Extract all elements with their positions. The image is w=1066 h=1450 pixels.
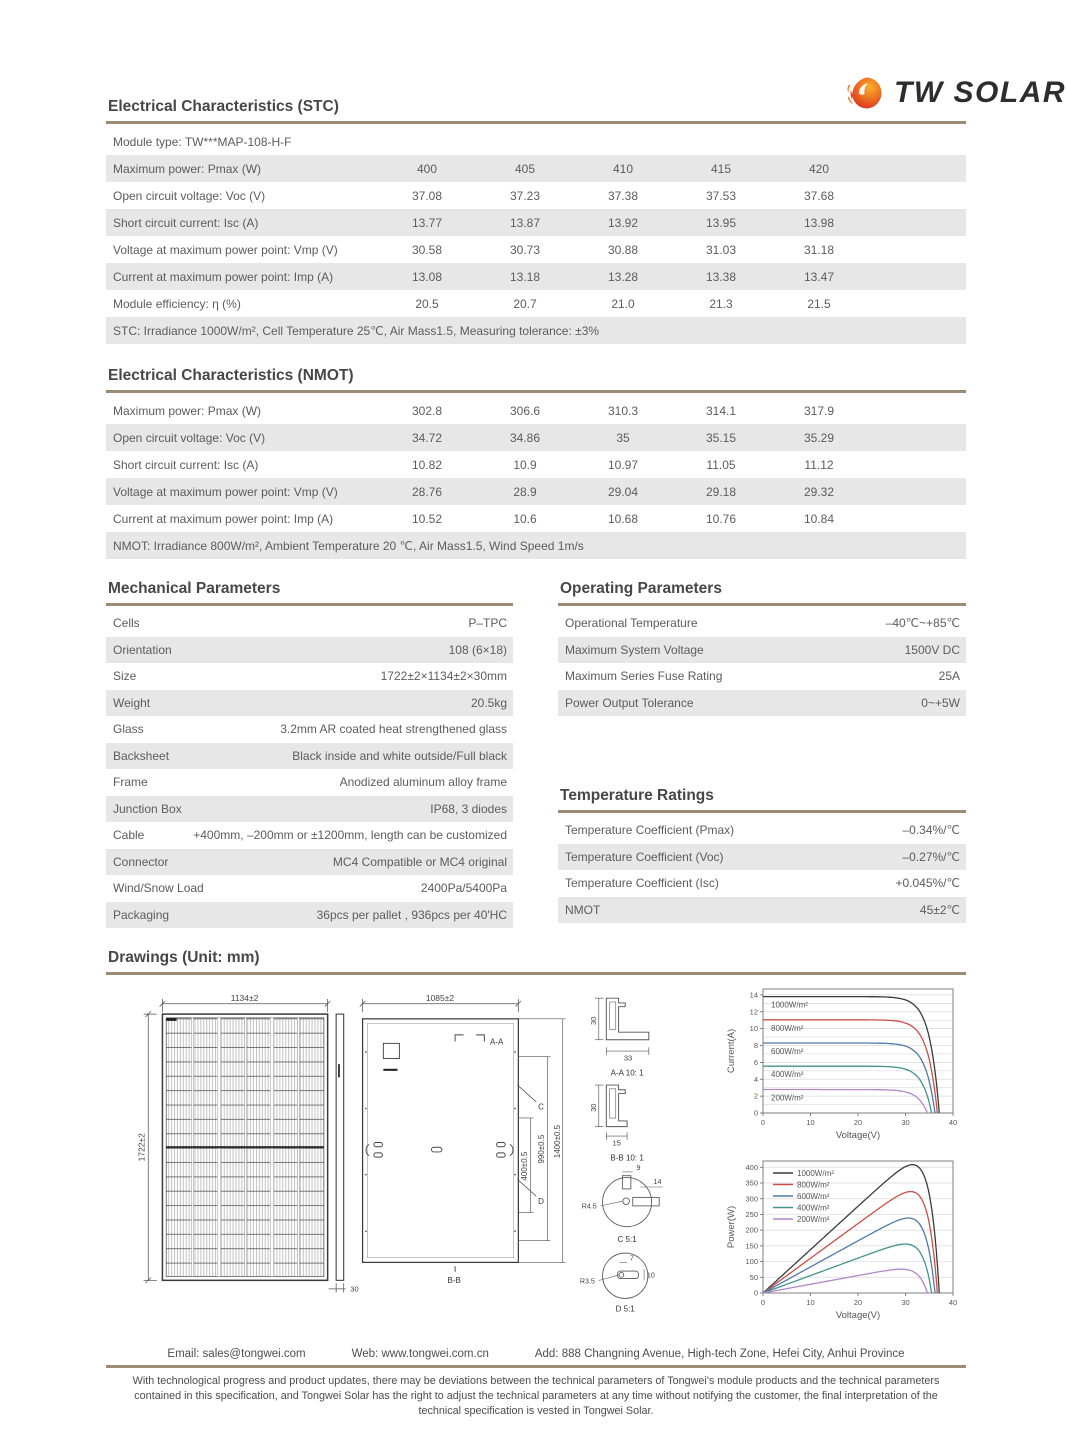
row-value: 37.68 <box>803 188 835 203</box>
row-value: 314.1 <box>705 403 737 418</box>
chart-text: 6 <box>753 1057 758 1067</box>
chart-text: 40 <box>948 1118 958 1127</box>
section-rule <box>106 121 966 124</box>
series-label: 200W/m² <box>771 1093 804 1103</box>
row-value: 11.12 <box>804 457 834 472</box>
row-value: 10.84 <box>803 511 835 526</box>
row-value: 13.38 <box>705 269 737 284</box>
module-type: Module type: TW***MAP-108-H-F <box>113 134 292 149</box>
legend-label: 200W/m² <box>797 1214 830 1224</box>
row-value: 37.23 <box>509 188 541 203</box>
x-axis-label: Voltage(V) <box>835 1310 881 1321</box>
chart-text: 10 <box>806 1298 815 1307</box>
row-label: Voltage at maximum power point: Vmp (V) <box>113 484 338 499</box>
d-d1-dim: 7 <box>629 1254 634 1263</box>
brand-name: TW SOLAR <box>894 76 1066 109</box>
row-label: Current at maximum power point: Imp (A) <box>113 269 334 284</box>
row-label: Maximum power: Pmax (W) <box>113 403 262 418</box>
back-width-dim: 1085±2 <box>425 992 455 1003</box>
series-curve <box>763 1244 932 1293</box>
row-value: 13.18 <box>509 269 541 284</box>
row-label: Maximum System Voltage <box>565 642 704 657</box>
module-views-drawing <box>136 981 566 1321</box>
parameters-columns <box>106 580 966 928</box>
row-value: +0.045%/℃ <box>895 876 960 891</box>
row-value: 13.92 <box>607 215 639 230</box>
row-label: Orientation <box>113 642 172 657</box>
operating-table <box>558 610 966 716</box>
d-d2-dim: 10 <box>646 1271 655 1280</box>
table-row <box>106 849 513 876</box>
row-label: Short circuit current: Isc (A) <box>113 215 259 230</box>
row-value: 35.29 <box>803 430 835 445</box>
side-view <box>336 1014 344 1280</box>
c-section-label: C 5:1 <box>617 1234 637 1244</box>
row-label: Backsheet <box>113 748 170 763</box>
section-title-stc: Electrical Characteristics (STC) <box>108 98 339 115</box>
table-row <box>106 796 513 823</box>
table-row <box>106 290 966 317</box>
c-pointer <box>517 1085 536 1102</box>
footer <box>106 1348 966 1419</box>
row-value: 29.18 <box>705 484 737 499</box>
row-label: Packaging <box>113 907 170 922</box>
chart-text: 20 <box>853 1298 863 1307</box>
row-value: 3.2mm AR coated heat strengthened glass <box>280 722 507 737</box>
table-row <box>558 817 966 844</box>
footer-email: Email: sales@tongwei.com <box>167 1348 306 1360</box>
contact-line <box>106 1348 966 1360</box>
row-value: 34.72 <box>411 430 443 445</box>
row-value: 29.32 <box>803 484 835 499</box>
section-rule <box>106 972 966 975</box>
chart-text: 200 <box>745 1225 758 1235</box>
row-label: Temperature Coefficient (Isc) <box>565 876 719 891</box>
chart-text: 100 <box>745 1257 758 1267</box>
row-value: 28.76 <box>411 484 443 499</box>
row-label: Size <box>113 669 137 684</box>
front-view <box>162 1014 327 1280</box>
chart-text: 10 <box>806 1118 815 1127</box>
row-label: Maximum power: Pmax (W) <box>113 161 262 176</box>
chart-text: 0 <box>760 1298 766 1307</box>
chart-text: 40 <box>948 1298 958 1307</box>
row-label: Temperature Coefficient (Pmax) <box>565 823 735 838</box>
drawings-row <box>136 981 966 1328</box>
legend-label: 600W/m² <box>797 1191 830 1201</box>
row-value: 10.52 <box>411 511 443 526</box>
side-thickness-dim-lines <box>329 1283 346 1292</box>
aa-profile <box>606 998 648 1040</box>
d-detail <box>598 1253 647 1298</box>
row-value: 35 <box>616 430 630 445</box>
table-row <box>106 902 513 929</box>
table-row <box>106 397 966 424</box>
row-value: 21.3 <box>709 296 733 311</box>
row-value: 31.03 <box>705 242 737 257</box>
cross-sections-drawing <box>578 981 705 1326</box>
legend-label: 800W/m² <box>797 1180 830 1190</box>
row-label: Cable <box>113 828 145 843</box>
row-value: 20.5 <box>415 296 439 311</box>
row-value: 13.95 <box>705 215 737 230</box>
row-value: 31.18 <box>803 242 835 257</box>
chart-text: 20 <box>853 1118 863 1127</box>
section-rule <box>106 390 966 393</box>
row-label: Connector <box>113 854 169 869</box>
row-value: 21.0 <box>611 296 635 311</box>
row-value: 30.88 <box>607 242 639 257</box>
row-label: Voltage at maximum power point: Vmp (V) <box>113 242 338 257</box>
series-label: 600W/m² <box>771 1046 804 1056</box>
series-label: 800W/m² <box>771 1023 804 1033</box>
row-value: 36pcs per pallet , 936pcs per 40'HC <box>316 907 507 922</box>
row-value: 415 <box>710 161 732 176</box>
dim-990: 990±0.5 <box>536 1134 546 1164</box>
footer-disclaimer: With technological progress and product updates, there may be deviations between the technical parameters of Tongwei's module products and the technical parameters contained in this specification, and Tongwei Solar has the right to adjust the technical parameters at any time without notifying the customer, the final interpretation of the technical specification is vested in Tongwei Solar. <box>132 1375 940 1417</box>
row-value: 10.68 <box>607 511 639 526</box>
table-row <box>106 505 966 532</box>
row-value: 30.73 <box>509 242 541 257</box>
row-value: –0.34%/℃ <box>902 823 960 838</box>
row-value: 29.04 <box>607 484 639 499</box>
row-label: Short circuit current: Isc (A) <box>113 457 259 472</box>
row-value: 400 <box>416 161 438 176</box>
row-label: Current at maximum power point: Imp (A) <box>113 511 334 526</box>
bb-label: B-B <box>447 1276 461 1286</box>
bb-w-dim: 15 <box>612 1138 621 1148</box>
side-thickness-dim: 30 <box>350 1284 359 1294</box>
iv-pv-charts <box>721 981 966 1328</box>
table-row <box>558 870 966 897</box>
table-row <box>106 637 513 664</box>
table-row <box>106 155 966 182</box>
nmot-data-rows <box>106 397 966 532</box>
chart-text: 300 <box>745 1194 758 1204</box>
c-label: C <box>538 1102 544 1112</box>
row-value: 10.97 <box>607 457 639 472</box>
bb-profile <box>606 1085 627 1127</box>
d-pointer <box>517 1179 536 1196</box>
table-row <box>106 182 966 209</box>
table-row <box>106 716 513 743</box>
mechanical-table <box>106 610 513 928</box>
footer-rule <box>106 1365 966 1368</box>
footer-address: Add: 888 Changning Avenue, High-tech Zone, Hefei City, Anhui Province <box>534 1348 905 1360</box>
row-value: 37.08 <box>411 188 443 203</box>
section-rule <box>558 810 966 813</box>
row-value: –40℃~+85℃ <box>885 616 960 631</box>
row-value: 2400Pa/5400Pa <box>420 881 507 896</box>
row-value: +400mm, –200mm or ±1200mm, length can be customized <box>193 828 507 843</box>
table-row <box>106 743 513 770</box>
nmot-table <box>106 397 966 559</box>
row-value: 13.87 <box>509 215 541 230</box>
table-row <box>558 663 966 690</box>
row-value: 20.7 <box>513 296 537 311</box>
chart-text: 400 <box>745 1162 758 1172</box>
row-value: 37.38 <box>607 188 639 203</box>
section-stc <box>106 98 966 344</box>
chart-text: 50 <box>749 1272 758 1282</box>
chart-text: 350 <box>745 1178 758 1188</box>
aa-w-dim: 33 <box>623 1053 632 1063</box>
row-value: MC4 Compatible or MC4 original <box>332 854 507 869</box>
stc-note: STC: Irradiance 1000W/m², Cell Temperature 25℃, Air Mass1.5, Measuring tolerance: ±3% <box>106 317 966 344</box>
row-value: 0~+5W <box>921 695 960 710</box>
section-title-temperature: Temperature Ratings <box>560 787 714 804</box>
temperature-table <box>558 817 966 923</box>
row-value: 420 <box>808 161 830 176</box>
aa-h-dim: 30 <box>588 1016 598 1026</box>
row-value: 10.76 <box>705 511 737 526</box>
table-row <box>106 451 966 478</box>
stc-table <box>106 128 966 344</box>
row-value: 28.9 <box>513 484 537 499</box>
bb-h-dim: 30 <box>588 1103 598 1112</box>
plot-border <box>763 1161 953 1293</box>
table-row <box>106 478 966 505</box>
front-height-dim: 1722±2 <box>136 1133 147 1162</box>
c-d2-dim: 14 <box>653 1178 661 1187</box>
row-value: 37.53 <box>705 188 737 203</box>
row-value: 302.8 <box>411 403 443 418</box>
legend-label: 1000W/m² <box>797 1168 834 1178</box>
row-value: 13.28 <box>607 269 639 284</box>
chart-text: 0 <box>760 1118 766 1127</box>
chart-text: 2 <box>753 1091 758 1101</box>
aa-label: A-A <box>490 1037 504 1047</box>
y-axis-label: Current(A) <box>726 1028 737 1074</box>
series-label: 1000W/m² <box>771 1000 808 1010</box>
table-row <box>106 875 513 902</box>
iv-curve-chart <box>721 981 966 1151</box>
section-rule <box>558 603 966 606</box>
d-section-label: D 5:1 <box>615 1304 635 1314</box>
row-value: 11.05 <box>706 457 736 472</box>
x-axis-label: Voltage(V) <box>835 1130 881 1141</box>
section-rule <box>106 603 513 606</box>
table-row <box>558 637 966 664</box>
table-row <box>558 844 966 871</box>
module-type-row <box>106 128 966 155</box>
chart-text: 8 <box>753 1041 758 1051</box>
row-value: Black inside and white outside/Full black <box>292 748 507 763</box>
row-value: 310.3 <box>607 403 639 418</box>
table-row <box>106 769 513 796</box>
row-value: 10.9 <box>513 457 537 472</box>
footer-web: Web: www.tongwei.com.cn <box>351 1348 489 1360</box>
chart-text: 150 <box>745 1241 758 1251</box>
table-row <box>106 663 513 690</box>
table-row <box>106 263 966 290</box>
chart-text: 30 <box>901 1298 910 1307</box>
table-row <box>558 610 966 637</box>
c-radius-dim: R4.5 <box>581 1202 597 1211</box>
row-value: 10.82 <box>411 457 443 472</box>
table-row <box>106 690 513 717</box>
row-value: 13.47 <box>803 269 835 284</box>
row-label: Junction Box <box>113 801 182 816</box>
bb-section-label: B-B 10: 1 <box>609 1153 644 1163</box>
table-row <box>106 424 966 451</box>
row-label: Cells <box>113 616 140 631</box>
d-radius-dim: R3.5 <box>579 1277 595 1286</box>
row-label: Maximum Series Fuse Rating <box>565 669 723 684</box>
row-label: Weight <box>113 695 151 710</box>
table-row <box>106 822 513 849</box>
row-value: 35.15 <box>705 430 737 445</box>
chart-text: 0 <box>753 1108 758 1118</box>
row-label: Open circuit voltage: Voc (V) <box>113 188 266 203</box>
dim-400: 400±0.5 <box>519 1151 529 1181</box>
row-label: Temperature Coefficient (Voc) <box>565 849 724 864</box>
row-value: 405 <box>514 161 536 176</box>
front-width-dim: 1134±2 <box>230 992 259 1003</box>
nmot-note: NMOT: Irradiance 800W/m², Ambient Temperature 20 ℃, Air Mass1.5, Wind Speed 1m/s <box>106 532 966 559</box>
table-row <box>106 610 513 637</box>
row-value: 34.86 <box>509 430 541 445</box>
table-row <box>558 897 966 924</box>
chart-text: 30 <box>901 1118 910 1127</box>
mechanical-column <box>106 580 513 928</box>
operating-column <box>558 580 966 928</box>
chart-text: 12 <box>749 1007 758 1017</box>
section-title-mechanical: Mechanical Parameters <box>108 580 281 597</box>
row-value: 30.58 <box>411 242 443 257</box>
row-value: 45±2℃ <box>919 902 960 917</box>
section-title-nmot: Electrical Characteristics (NMOT) <box>108 367 354 384</box>
row-value: 1500V DC <box>904 642 960 657</box>
row-label: Wind/Snow Load <box>113 881 204 896</box>
row-label: Frame <box>113 775 148 790</box>
row-label: Operational Temperature <box>565 616 698 631</box>
row-value: 306.6 <box>509 403 541 418</box>
series-label: 400W/m² <box>771 1070 804 1080</box>
series-curve <box>763 1218 935 1293</box>
series-curve <box>763 1269 927 1293</box>
row-value: 410 <box>612 161 634 176</box>
row-label: NMOT <box>565 902 601 917</box>
chart-text: 14 <box>749 990 758 1000</box>
chart-text: 10 <box>749 1024 758 1034</box>
chart-text: 0 <box>753 1288 758 1298</box>
legend-label: 400W/m² <box>797 1203 830 1213</box>
d-label: D <box>538 1196 544 1206</box>
row-label: Open circuit voltage: Voc (V) <box>113 430 266 445</box>
row-label: Power Output Tolerance <box>565 695 694 710</box>
section-title-operating: Operating Parameters <box>560 580 722 597</box>
table-row <box>106 236 966 263</box>
stc-data-rows <box>106 155 966 317</box>
chart-text: 250 <box>745 1210 758 1220</box>
row-value: 10.6 <box>513 511 537 526</box>
row-value: IP68, 3 diodes <box>430 801 507 816</box>
row-label: Glass <box>113 722 144 737</box>
row-value: 21.5 <box>807 296 831 311</box>
dim-1400: 1400±0.5 <box>552 1124 562 1159</box>
pv-curve-chart <box>721 1153 966 1328</box>
table-row <box>558 690 966 717</box>
row-value: –0.27%/℃ <box>902 849 960 864</box>
row-value: P–TPC <box>468 616 507 631</box>
row-value: 13.77 <box>411 215 443 230</box>
row-value: 20.5kg <box>470 695 507 710</box>
aa-section-label: A-A 10: 1 <box>610 1068 644 1078</box>
row-value: 108 (6×18) <box>448 642 507 657</box>
c-d1-dim: 9 <box>636 1164 641 1173</box>
row-value: 25A <box>938 669 960 684</box>
section-title-drawings: Drawings (Unit: mm) <box>108 949 260 966</box>
row-value: 317.9 <box>803 403 835 418</box>
y-axis-label: Power(W) <box>726 1205 737 1249</box>
row-value: Anodized aluminum alloy frame <box>339 775 507 790</box>
section-nmot <box>106 367 966 559</box>
row-value: 13.98 <box>803 215 835 230</box>
back-view <box>363 1019 519 1263</box>
row-value: 13.08 <box>411 269 443 284</box>
section-drawings <box>106 949 966 1328</box>
chart-text: 4 <box>753 1074 758 1084</box>
row-label: Module efficiency: η (%) <box>113 296 241 311</box>
table-row <box>106 209 966 236</box>
row-value: 1722±2×1134±2×30mm <box>380 669 507 684</box>
